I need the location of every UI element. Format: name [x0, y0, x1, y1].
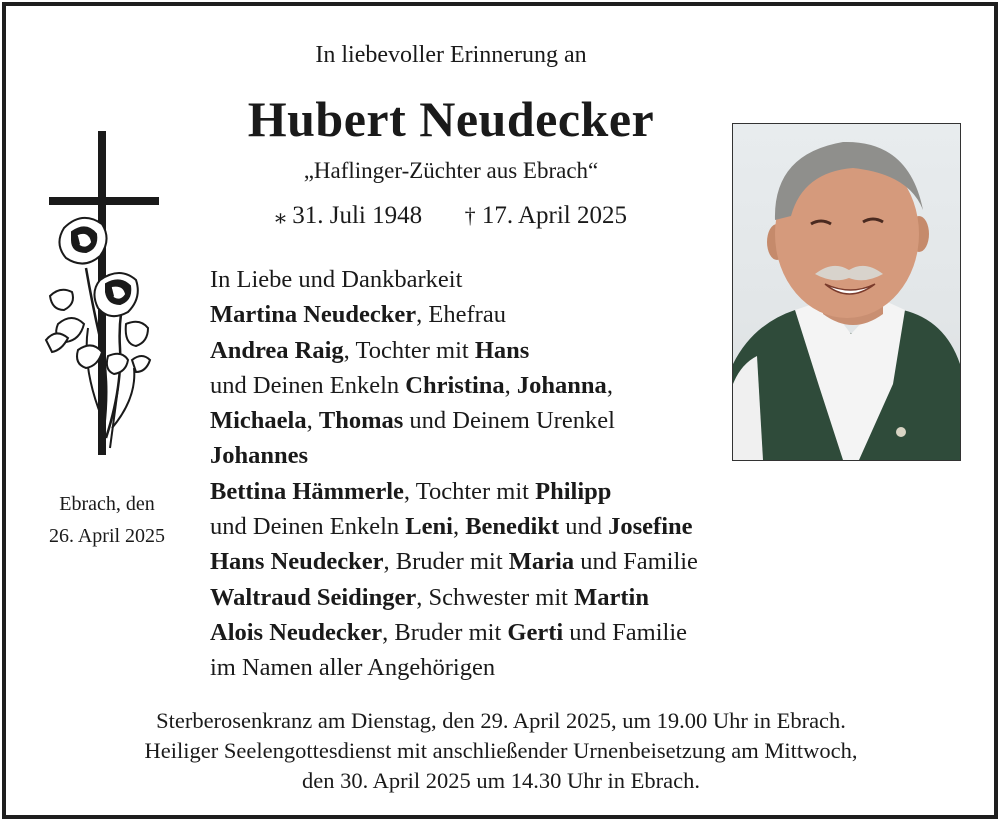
- family-text: , Schwester mit: [416, 583, 575, 611]
- family-text: und Familie: [563, 618, 688, 646]
- family-line: [210, 474, 698, 509]
- family-name: Josefine: [608, 513, 693, 541]
- family-text: , Bruder mit: [382, 618, 508, 646]
- family-name: Bettina Hämmerle: [210, 477, 404, 505]
- family-list: [210, 262, 698, 686]
- family-text: und Familie: [574, 548, 698, 576]
- family-name: Thomas: [318, 407, 404, 435]
- family-name: Maria: [508, 548, 575, 576]
- birth-date: 31. Juli 1948: [292, 202, 423, 229]
- deceased-name: Hubert Neudecker: [247, 91, 655, 147]
- cross-with-roses-icon: [42, 128, 162, 458]
- family-text: , Bruder mit: [383, 548, 509, 576]
- family-line: [210, 333, 698, 368]
- family-name: Johannes: [210, 442, 309, 470]
- family-name: Gerti: [507, 618, 564, 646]
- obituary-card: [2, 2, 998, 819]
- family-text: ,: [306, 407, 319, 435]
- intro-text: In liebevoller Erinnerung an: [315, 42, 587, 68]
- family-line: [210, 544, 698, 579]
- family-name: Johanna: [516, 371, 607, 399]
- mass-info: Heiliger Seelengottesdienst mit anschließender Urnenbeisetzung am Mittwoch,: [144, 738, 858, 763]
- family-name: Leni: [405, 513, 453, 541]
- family-text: im Namen aller Angehörigen: [210, 654, 496, 682]
- family-text: In Liebe und Dankbarkeit: [210, 266, 463, 293]
- birth-star-icon: ⁎: [274, 203, 286, 228]
- family-name: Philipp: [535, 477, 612, 505]
- family-line: [210, 262, 698, 297]
- family-line: [210, 403, 698, 438]
- family-text: ,: [504, 371, 517, 399]
- family-name: Martina Neudecker: [210, 301, 417, 329]
- family-line: [210, 615, 698, 650]
- family-name: Hans Neudecker: [210, 548, 384, 576]
- mass-date-info: den 30. April 2025 um 14.30 Uhr in Ebrach.: [301, 768, 701, 793]
- family-text: und: [559, 513, 609, 541]
- family-name: Hans: [474, 336, 530, 364]
- service-info: [6, 706, 996, 796]
- family-text: , Tochter mit: [343, 336, 475, 364]
- nickname: „Haflinger-Züchter aus Ebrach“: [303, 158, 599, 183]
- family-name: Waltraud Seidinger: [210, 583, 417, 611]
- family-line: [210, 580, 698, 615]
- family-name: Martin: [574, 583, 649, 611]
- family-name: Andrea Raig: [210, 336, 344, 364]
- portrait-figure: [733, 124, 960, 460]
- family-line: [210, 509, 698, 544]
- death-date: 17. April 2025: [481, 202, 628, 229]
- family-line: [210, 297, 698, 332]
- family-line: [210, 650, 698, 685]
- family-text: , Ehefrau: [416, 301, 506, 329]
- family-text: ,: [452, 513, 466, 541]
- portrait-photo: [732, 123, 961, 461]
- family-text: , Tochter mit: [403, 477, 536, 505]
- family-name: Benedikt: [465, 513, 560, 541]
- place-date-line: 26. April 2025: [48, 525, 166, 547]
- family-line: [210, 438, 698, 473]
- family-text: und Deinen Enkeln: [210, 371, 406, 399]
- place-line: Ebrach, den: [59, 493, 155, 515]
- family-text: und Deinem Urenkel: [403, 407, 615, 435]
- family-name: Christina: [405, 371, 505, 399]
- family-line: [210, 368, 698, 403]
- family-name: Michaela: [210, 407, 307, 435]
- family-text: und Deinen Enkeln: [210, 513, 406, 541]
- place-and-date: [32, 488, 182, 552]
- death-dagger-icon: †: [464, 203, 476, 228]
- family-text: ,: [606, 371, 613, 399]
- family-name: Alois Neudecker: [210, 618, 383, 646]
- rosary-info: Sterberosenkranz am Dienstag, den 29. April 2025, um 19.00 Uhr in Ebrach.: [156, 708, 846, 733]
